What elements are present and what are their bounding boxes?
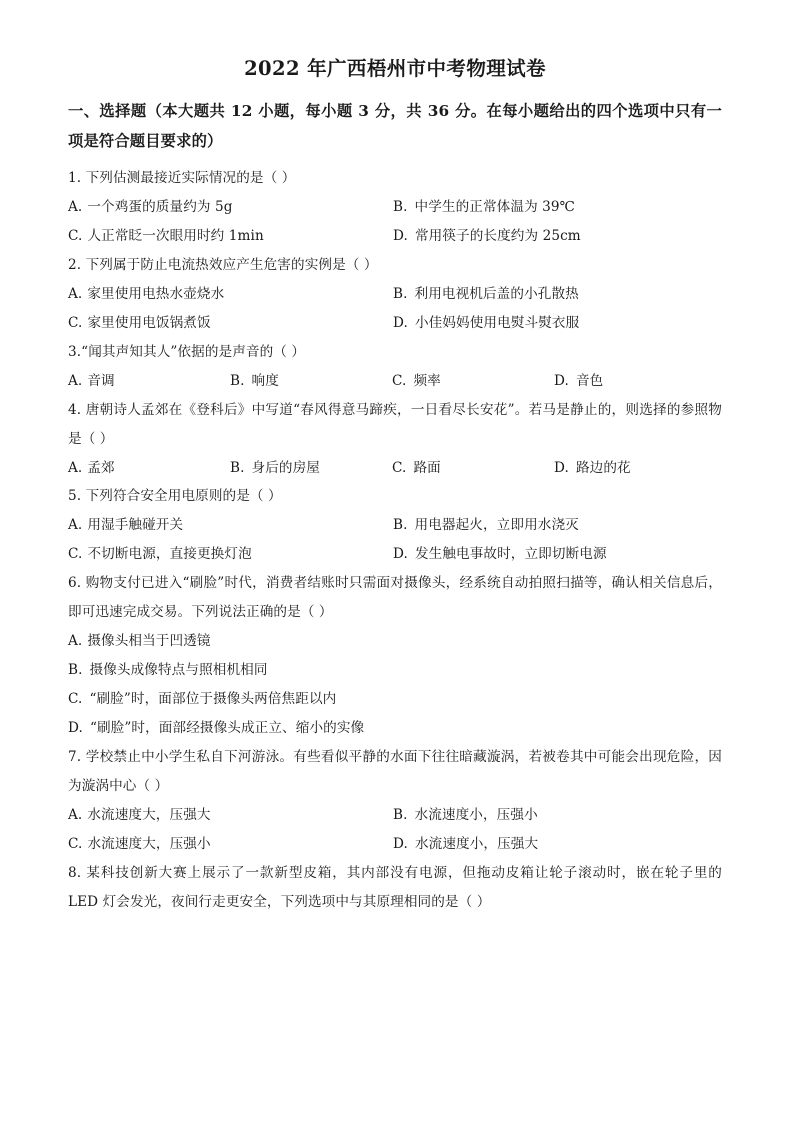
option-label: B. [393,517,408,534]
question-stem: 2. 下列属于防止电流热效应产生危害的实例是（ ） [68,256,378,273]
option-row [68,511,722,540]
question-stem: 6. 购物支付已进入“刷脸”时代，消费者结账时只需面对摄像头，经系统自动拍照扫描等，确认相关信息后，即可迅速完成交易。下列说法正确的是（ ） [68,575,722,621]
option-label: A. [68,372,83,389]
question-stem: 5. 下列符合安全用电原则的是（ ） [68,488,282,505]
option-label: D. [393,546,408,563]
option-text: 水流速度小，压强小 [414,806,538,823]
option-b[interactable] [393,193,718,222]
option-label: B. [393,198,408,215]
option-text: 水流速度大，压强小 [87,835,211,852]
question-options [68,367,722,396]
option-a[interactable] [68,454,230,483]
option-row [68,627,722,656]
option-a[interactable] [68,801,393,830]
option-d[interactable] [393,222,718,251]
option-d[interactable] [554,367,716,396]
option-row [68,222,722,251]
question-options [68,627,722,743]
option-b[interactable] [230,454,392,483]
option-d[interactable] [393,309,718,338]
question-7 [68,743,722,859]
question-6 [68,569,722,743]
option-c[interactable] [68,685,722,714]
question-options [68,511,722,569]
option-a[interactable] [68,193,393,222]
option-row [68,801,722,830]
option-row [68,367,722,396]
question-5 [68,482,722,569]
question-3 [68,338,722,396]
option-label: C. [68,835,83,852]
option-text: “刷脸”时，面部位于摄像头两倍焦距以内 [89,691,337,708]
option-row [68,656,722,685]
option-row [68,454,722,483]
option-text: 用电器起火，立即用水浇灭 [414,517,579,534]
question-stem: 4. 唐朝诗人孟郊在《登科后》中写道“春风得意马蹄疾，一日看尽长安花”。若马是静止的，则选择的参照物是（ ） [68,401,722,447]
option-label: B. [230,372,245,389]
option-label: C. [392,372,407,389]
question-options [68,193,722,251]
option-label: A. [68,517,83,534]
option-b[interactable] [393,801,718,830]
option-row [68,830,722,859]
section-heading-multiple-choice: 一、选择题（本大题共 12 小题，每小题 3 分，共 36 分。在每小题给出的四个选项中只有一项是符合题目要求的） [68,102,722,151]
option-text: 身后的房屋 [251,459,320,476]
option-label: D. [393,227,408,244]
option-label: B. [393,806,408,823]
option-text: 常用筷子的长度约为 25cm [414,227,581,244]
option-b[interactable] [68,656,722,685]
option-text: 音色 [575,372,604,389]
option-text: 响度 [251,372,279,389]
question-4 [68,396,722,483]
question-stem: 8. 某科技创新大赛上展示了一款新型皮箱，其内部没有电源，但拖动皮箱让轮子滚动时，嵌在轮子里的 LED 灯会发光，夜间行走更安全，下列选项中与其原理相同的是（ ） [68,864,722,910]
option-c[interactable] [68,222,393,251]
option-row [68,685,722,714]
option-label: A. [68,198,83,215]
option-text: 人正常眨一次眼用时约 1min [87,227,264,244]
option-d[interactable] [393,540,718,569]
option-label: A. [68,459,83,476]
option-label: C. [392,459,407,476]
option-label: D. [68,720,83,737]
option-a[interactable] [68,511,393,540]
option-d[interactable] [393,830,718,859]
option-text: “刷脸”时，面部经摄像头成正立、缩小的实像 [89,720,365,737]
option-label: D. [393,835,408,852]
option-b[interactable] [230,367,392,396]
option-text: 一个鸡蛋的质量约为 5g [87,198,233,215]
question-stem: 7. 学校禁止中小学生私自下河游泳。有些看似平静的水面下往往暗藏漩涡，若被卷其中可能会出现危险，因为漩涡中心（ ） [68,749,722,795]
option-d[interactable] [68,714,722,743]
question-options [68,801,722,859]
question-options [68,280,722,338]
option-text: 路面 [413,459,441,476]
option-text: 水流速度小，压强大 [414,835,539,852]
option-text: 摄像头相当于凹透镜 [87,633,211,650]
option-label: C. [68,546,83,563]
option-row [68,193,722,222]
question-stem: 3.“闻其声知其人”依据的是声音的（ ） [68,343,306,360]
option-text: 频率 [413,372,441,389]
question-1 [68,164,722,251]
option-text: 音调 [87,372,115,389]
option-text: 发生触电事故时，立即切断电源 [414,546,607,563]
option-row [68,280,722,309]
option-b[interactable] [393,280,718,309]
option-row [68,309,722,338]
option-label: C. [68,314,83,331]
option-text: 中学生的正常体温为 39℃ [414,198,575,215]
option-label: C. [68,691,83,708]
option-text: 小佳妈妈使用电熨斗熨衣服 [414,314,580,331]
question-options [68,454,722,483]
option-c[interactable] [392,454,554,483]
option-text: 用湿手触碰开关 [87,517,184,534]
question-8 [68,859,722,917]
option-text: 不切断电源，直接更换灯泡 [87,546,252,563]
option-text: 家里使用电热水壶烧水 [87,285,225,302]
option-text: 摄像头成像特点与照相机相同 [89,662,268,679]
option-c[interactable] [68,830,393,859]
page-title: 2022 年广西梧州市中考物理试卷 [244,57,546,80]
option-text: 路边的花 [575,459,631,476]
option-text: 孟郊 [87,459,115,476]
option-text: 家里使用电饭锅煮饭 [87,314,211,331]
question-stem: 1. 下列估测最接近实际情况的是（ ） [68,170,296,186]
option-label: D. [393,314,408,331]
option-row [68,540,722,569]
option-d[interactable] [554,454,716,483]
option-row [68,714,722,743]
option-label: B. [68,662,83,679]
question-2 [68,251,722,338]
page-content [68,56,722,917]
option-label: C. [68,227,83,244]
option-label: B. [230,459,245,476]
option-a[interactable] [68,627,722,656]
option-text: 利用电视机后盖的小孔散热 [414,285,579,302]
option-label: D. [554,372,569,389]
option-label: A. [68,285,83,302]
option-c[interactable] [68,309,393,338]
option-a[interactable] [68,367,230,396]
option-c[interactable] [392,367,554,396]
option-text: 水流速度大，压强大 [87,806,211,823]
option-label: A. [68,633,83,650]
option-c[interactable] [68,540,393,569]
option-a[interactable] [68,280,393,309]
option-label: D. [554,459,569,476]
option-label: A. [68,806,83,823]
option-b[interactable] [393,511,718,540]
option-label: B. [393,285,408,302]
